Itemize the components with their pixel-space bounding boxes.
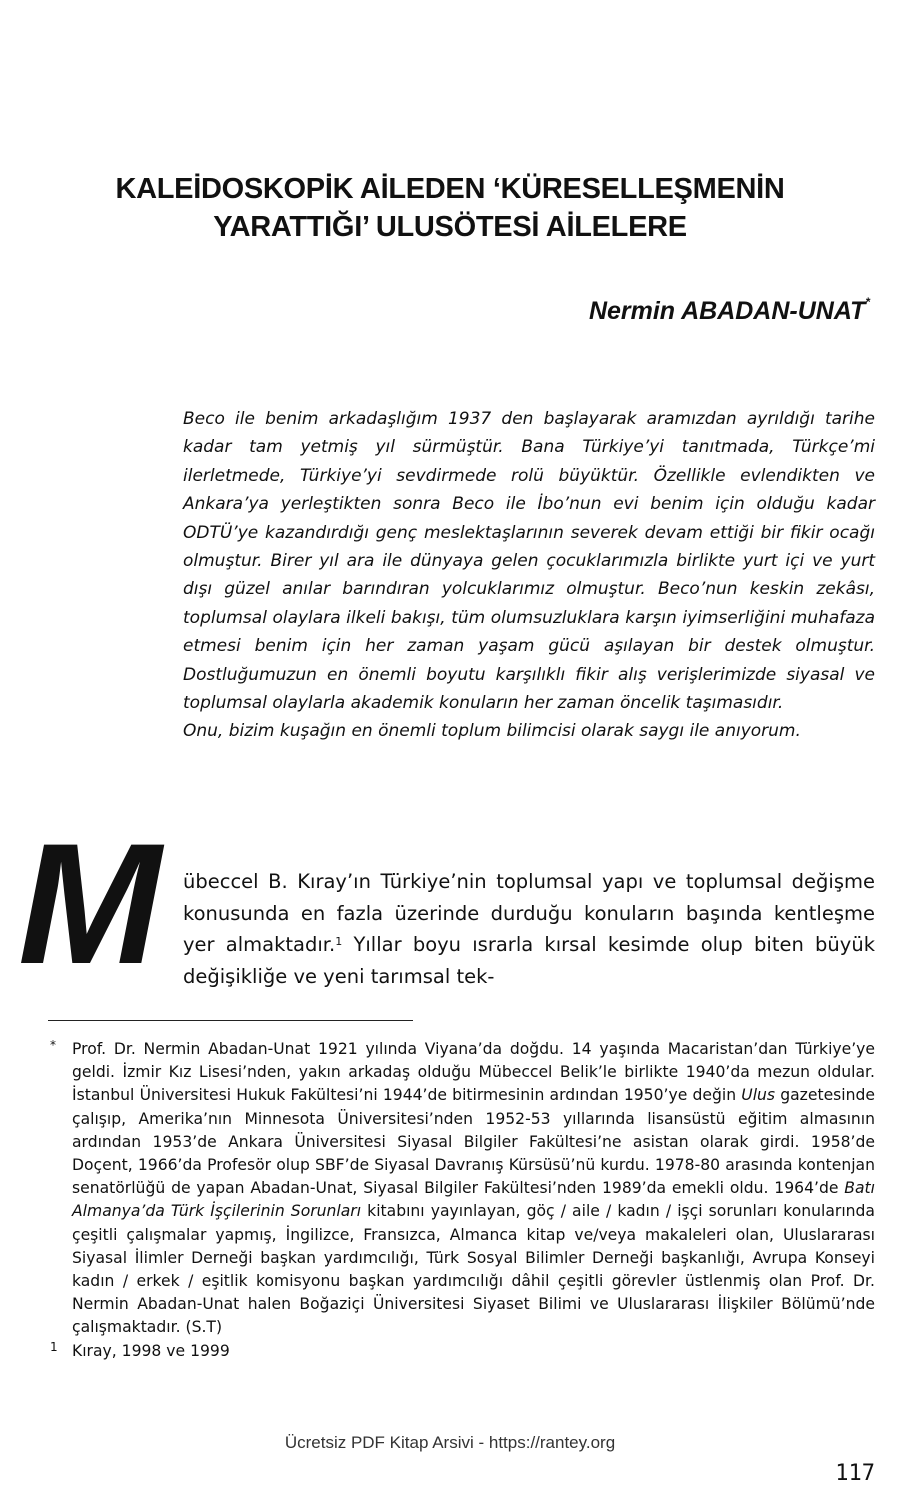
footnote-1	[48, 1340, 875, 1363]
page-number: 117	[835, 1461, 875, 1486]
footnote-mark-asterisk: *	[50, 1038, 56, 1052]
author-footnote-mark: *	[865, 295, 870, 309]
footnote-bio-italic-2: Batı Almanya’da Türk İşçilerinin Sorunları	[72, 1179, 875, 1221]
footnote-bio-part-2: gazetesinde çalışıp, Amerika’nın Minnesota Üniversitesi’nden 1952-53 yıllarında lisansüstü eğitim almasının ardından 1953’de Ankara Üniversitesi Siyasal Bilgiler Fakültesi’ne asistan olarak girdi. 1958’de Doçent, 1966’da Profesör olup SBF’de Siyasal Davranış Kürsüsü’nü kurdu. 1978-80 arasında kontenjan senatörlüğü de yapan Abadan-Unat, Siyasal Bilgiler Fakültesi’nden 1989’da emekli oldu. 1964’de	[72, 1086, 876, 1198]
footnote-divider	[48, 1020, 413, 1021]
dedication-paragraph-2: Onu, bizim kuşağın en önemli toplum bilimcisi olarak saygı ile anıyorum.	[183, 721, 801, 742]
watermark-text: Ücretsiz PDF Kitap Arsivi - https://rantey.org	[284, 1433, 616, 1452]
footnote-1-text: Kıray, 1998 ve 1999	[72, 1341, 230, 1360]
footnotes-section	[48, 1038, 875, 1363]
dedication-paragraph-1: Beco ile benim arkadaşlığım 1937 den başlayarak aramızdan ayrıldığı tarihe kadar tam yetmiş yıl sürmüştür. Bana Türkiye’yi tanıtmada, Türkçe’mi ilerletmede, Türkiye’yi sevdirmede rolü büyüktür. Özellikle evlendikten ve Ankara’ya yerleştikten sonra Beco ile İbo’nun evi benim için olduğu kadar ODTÜ’ye kazandırdığı genç meslektaşlarının severek devam ettiği bir fikir ocağı olmuştur. Birer yıl ara ile dünyaya gelen çocuklarımızla birlikte yurt içi ve yurt dışı güzel anılar barındıran yolcuklarımız olmuştur. Beco’nun keskin zekâsı, toplumsal olaylara ilkeli bakışı, tüm olumsuzluklara karşın iyimserliğini muhafaza etmesi benim için her zaman yaşam gücü aşılayan bir destek olmuştur. Dostluğumuzun en önemli boyutu karşılıklı fikir alış verişlerimizde siyasal ve toplumsal olaylarla akademik konuların her zaman öncelik taşımasıdır.	[183, 409, 875, 714]
body-text-part-1: übeccel B. Kıray’ın Türkiye’nin toplumsal yapı ve toplumsal değişme konusunda en fazla üzerinde durduğu konuların başında kentleşme yer almaktadır.	[183, 870, 875, 956]
body-paragraph	[183, 866, 875, 992]
footnote-ref-1[interactable]: 1	[335, 935, 343, 948]
dedication-block	[183, 405, 875, 746]
body-text-part-2: Yıllar boyu ısrarla kırsal kesimde olup biten büyük değişikliğe ve yeni tarımsal tek-	[183, 933, 875, 988]
chapter-title-line-1: KALEİDOSKOPİK AİLEDEN ‘KÜRESELLEŞMENİN	[115, 173, 785, 205]
footnote-author-bio	[48, 1038, 875, 1340]
author-name	[589, 297, 870, 326]
footnote-bio-italic-1: Ulus	[741, 1086, 776, 1105]
author-name-text: Nermin ABADAN-UNAT	[588, 297, 866, 325]
chapter-title	[40, 170, 860, 246]
drop-cap-letter: M	[18, 808, 156, 1000]
chapter-title-line-2: YARATTIĞI’ ULUSÖTESİ AİLELERE	[213, 211, 687, 243]
footnote-mark-1: 1	[50, 1339, 58, 1354]
footnote-bio-part-3: kitabını yayınlayan, göç / aile / kadın / işçi sorunları konularında çeşitli çalışmalar yapmış, İngilizce, Fransızca, Almanca kitap ve/veya makaleleri olan, Uluslararası Siyasal İlimler Derneği başkan yardımcılığı, Türk Sosyal Bilimler Derneği başkanlığı, Avrupa Konseyi kadın / erkek / eşitlik komisyonu başkan yardımcılığı dâhil çeşitli görevler üstlenmiş olan Prof. Dr. Nermin Abadan-Unat halen Boğaziçi Üniversitesi Siyaset Bilimi ve Uluslararası İlişkiler Bölümü’nde çalışmaktadır. (S.T)	[72, 1202, 875, 1337]
footnote-bio-part-1: Prof. Dr. Nermin Abadan-Unat 1921 yılında Viyana’da doğdu. 14 yaşında Macaristan’dan Türkiye’ye geldi. İzmir Kız Lisesi’nden, yakın arkadaş olduğu Mübeccel Belik’le birlikte 1940’da mezun oldular. İstanbul Üniversitesi Hukuk Fakültesi’ni 1944’de bitirmesinin ardından 1950’ye değin	[72, 1040, 875, 1105]
